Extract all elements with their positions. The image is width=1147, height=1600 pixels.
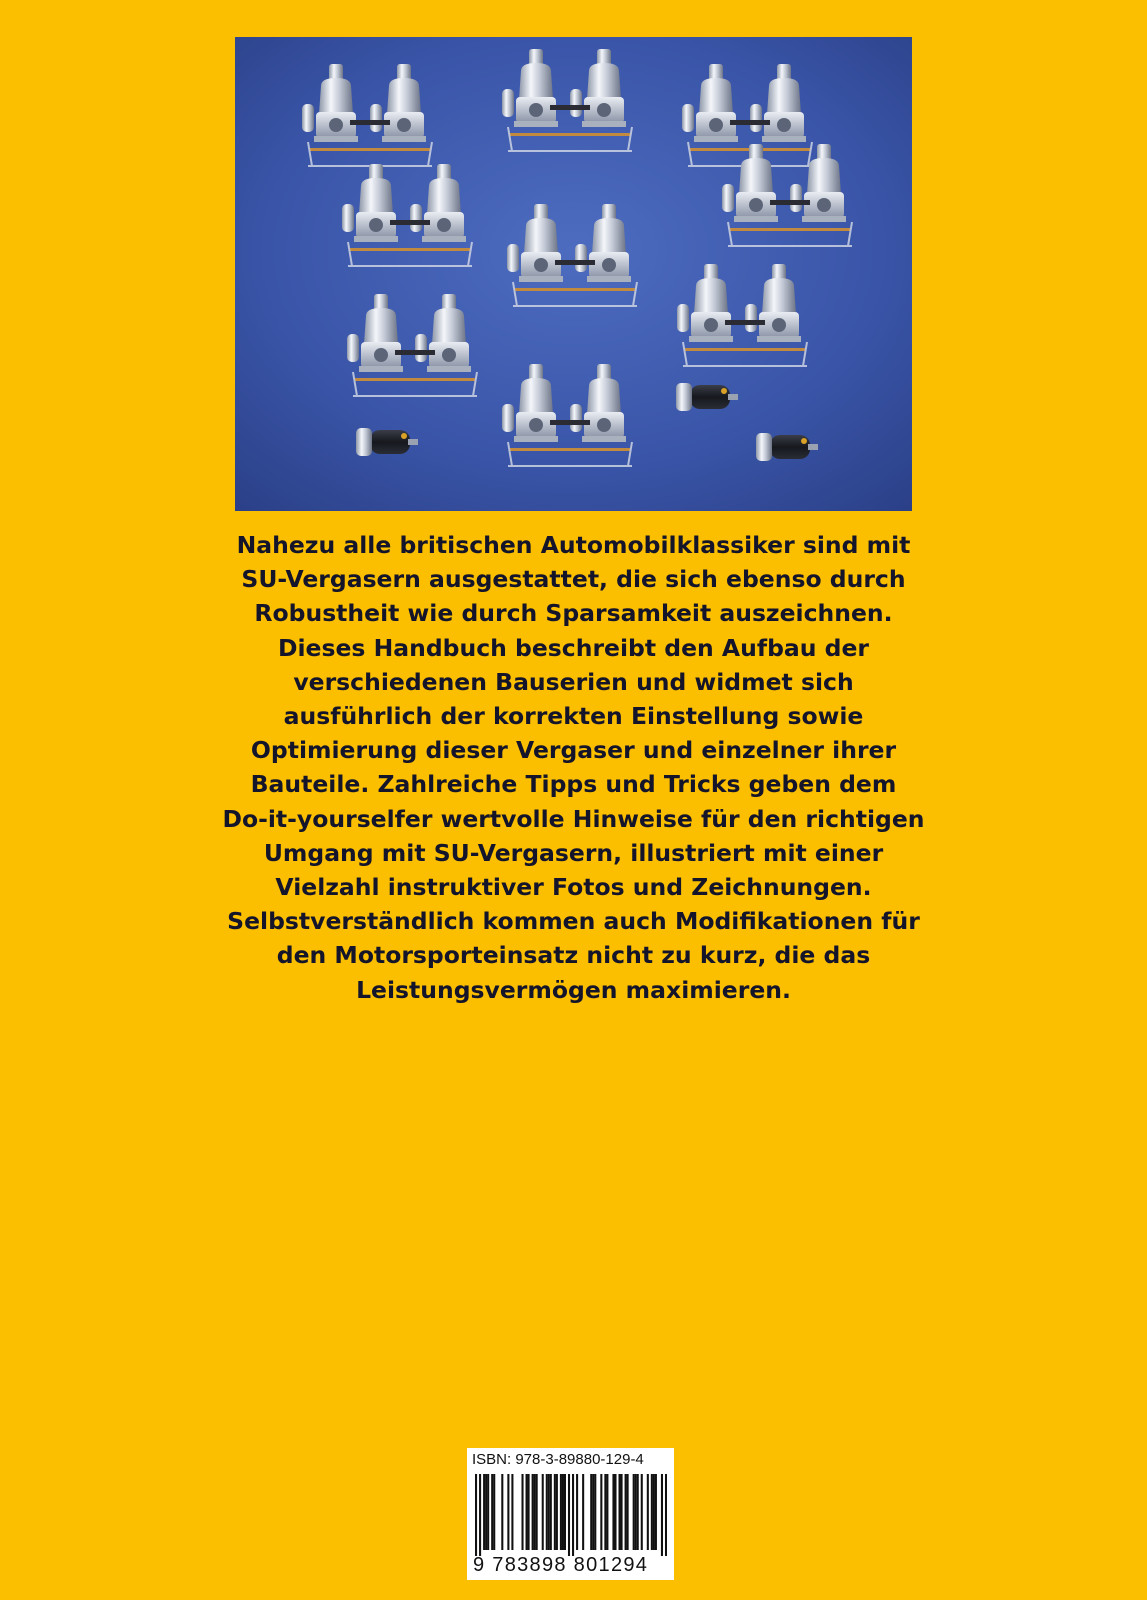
barcode-bar (653, 1474, 655, 1550)
barcode-bar (487, 1474, 489, 1550)
barcode-guard-bar (475, 1474, 477, 1556)
blurb-line: ausführlich der korrekten Einstellung sowie (283, 702, 864, 731)
barcode-bar (635, 1474, 637, 1550)
barcode-bar (612, 1474, 614, 1550)
barcode-guard-bar (479, 1474, 481, 1556)
blurb-line: Dieses Handbuch beschreibt den Aufbau der (277, 633, 870, 662)
barcode-bar (534, 1474, 536, 1550)
ean-digits: 9 783898 801294 (473, 1554, 649, 1576)
barcode-bar (641, 1474, 643, 1550)
blurb-line: Vielzahl instruktiver Fotos und Zeichnungen. (275, 873, 872, 902)
barcode-bar (493, 1474, 495, 1550)
barcode-bar (554, 1474, 556, 1550)
barcode-bar (483, 1474, 485, 1550)
barcode-bar (507, 1474, 509, 1550)
cover-photo (235, 37, 912, 511)
blurb-text (200, 528, 947, 1007)
barcode-bar (637, 1474, 639, 1550)
barcode-bar (542, 1474, 544, 1550)
barcode-bar (501, 1474, 503, 1550)
barcode-bar (618, 1474, 620, 1550)
barcode-bar (511, 1474, 513, 1550)
barcode-bar (614, 1474, 616, 1550)
barcode-bar (562, 1474, 564, 1550)
blurb-line: Nahezu alle britischen Automobilklassiker sind mit (236, 531, 911, 559)
barcode-guard-bar (568, 1474, 570, 1556)
barcode-guard-bar (665, 1474, 667, 1556)
blurb-line: SU-Vergasern ausgestattet, die sich ebenso durch (241, 565, 906, 594)
barcode-bar (550, 1474, 552, 1550)
barcode-bar (560, 1474, 562, 1550)
barcode-guard-bar (661, 1474, 663, 1556)
barcode-bar (564, 1474, 566, 1550)
barcode-bar (491, 1474, 493, 1550)
barcode-bar (528, 1474, 530, 1550)
blurb-line: Do-it-yourselfer wertvolle Hinweise für den richtigen (222, 804, 925, 833)
barcode-bar (655, 1474, 657, 1550)
barcode-bar (625, 1474, 627, 1550)
blurb-line: verschiedenen Bauserien und widmet sich (293, 667, 854, 696)
barcode-bar (548, 1474, 550, 1550)
barcode-bar (485, 1474, 487, 1550)
barcode-bar (604, 1474, 606, 1550)
blurb-line: Robustheit wie durch Sparsamkeit auszeichnen. (254, 599, 893, 628)
barcode-bar (590, 1474, 592, 1550)
barcode-bar (546, 1474, 548, 1550)
barcode-bar (606, 1474, 608, 1550)
blurb-line: Umgang mit SU-Vergasern, illustriert mit einer (263, 838, 884, 867)
barcode-bar (582, 1474, 584, 1550)
barcode-bar (526, 1474, 528, 1550)
barcode-bars (475, 1474, 667, 1556)
barcode-bar (576, 1474, 578, 1550)
barcode-bar (556, 1474, 558, 1550)
blurb-line: Bauteile. Zahlreiche Tipps und Tricks geben dem (250, 770, 897, 799)
barcode-bar (627, 1474, 629, 1550)
barcode-label (467, 1448, 674, 1580)
barcode-bar (647, 1474, 649, 1550)
blurb-line: Optimierung dieser Vergaser und einzelner ihrer (250, 736, 897, 765)
barcode-guard-bar (572, 1474, 574, 1556)
barcode-bar (621, 1474, 623, 1550)
blurb-line: Selbstverständlich kommen auch Modifikationen für (227, 907, 920, 936)
barcode-bar (521, 1474, 523, 1550)
barcode-bar (600, 1474, 602, 1550)
barcode-bar (532, 1474, 534, 1550)
blurb-line: den Motorsporteinsatz nicht zu kurz, die das (276, 941, 871, 970)
barcode-bar (592, 1474, 594, 1550)
barcode-bar (633, 1474, 635, 1550)
barcode-bar (536, 1474, 538, 1550)
isbn-number: ISBN: 978-3-89880-129-4 (472, 1451, 644, 1468)
barcode-bar (594, 1474, 596, 1550)
blurb-line: Leistungsvermögen maximieren. (356, 975, 791, 1004)
barcode-bar (651, 1474, 653, 1550)
